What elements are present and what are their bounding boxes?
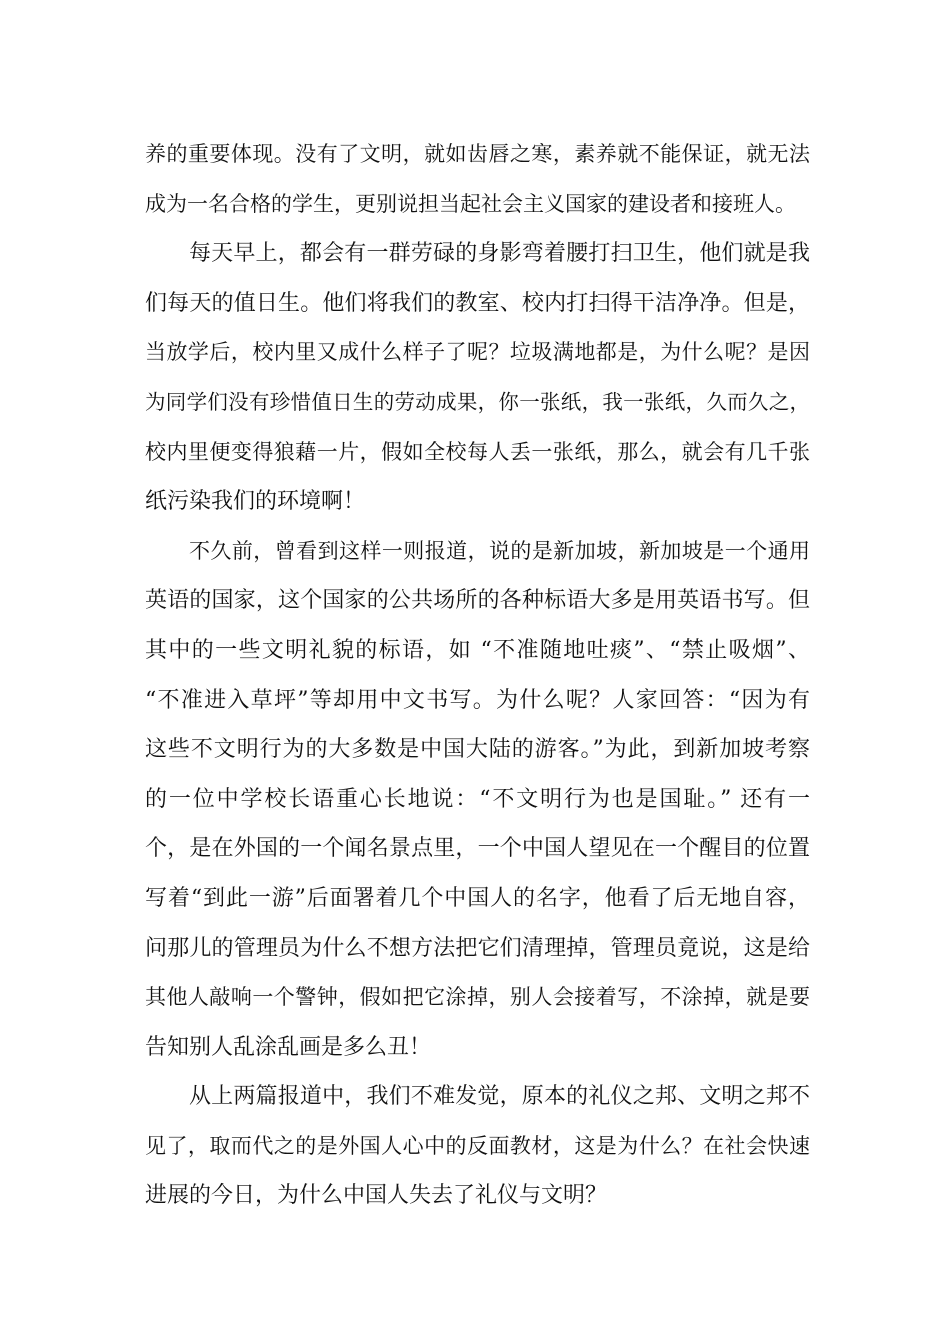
text-line: 进展的今日，为什么中国人失去了礼仪与文明？	[145, 1183, 608, 1209]
text-line: 养的重要体现。没有了文明，就如齿唇之寒，素养就不能保证，就无法	[145, 142, 810, 166]
paragraph	[145, 527, 810, 1073]
text-line: 其他人敲响一个警钟，假如把它涂掉，别人会接着写，不涂掉，就是要	[145, 985, 810, 1010]
text-line: 成为一名合格的学生，更别说担当起社会主义国家的建设者和接班人。	[145, 191, 796, 216]
text-line: 为同学们没有珍惜值日生的劳动成果，你一张纸，我一张纸，久而久之，	[145, 389, 810, 414]
text-line: 个，是在外国的一个闻名景点里，一个中国人望见在一个醒目的位置	[145, 836, 810, 862]
text-line: 们每天的值日生。他们将我们的教室、校内打扫得干洁净净。但是，	[145, 290, 810, 316]
text-line: 每天早上，都会有一群劳碌的身影弯着腰打扫卫生，他们就是我	[189, 241, 810, 267]
body-text	[145, 130, 810, 1221]
text-line: 当放学后，校内里又成什么样子了呢？垃圾满地都是，为什么呢？是因	[145, 340, 810, 365]
text-line: 从上两篇报道中，我们不难发觉，原本的礼仪之邦、文明之邦不	[189, 1084, 810, 1110]
text-line: 英语的国家，这个国家的公共场所的各种标语大多是用英语书写。但	[145, 588, 810, 614]
text-line: 问那儿的管理员为什么不想方法把它们清理掉，管理员竟说，这是给	[145, 935, 810, 961]
text-line: 这些不文明行为的大多数是中国大陆的游客。”为此，到新加坡考察	[145, 737, 810, 763]
text-line: 写着“到此一游”后面署着几个中国人的名字，他看了后无地自容，	[145, 885, 810, 911]
text-line: 的一位中学校长语重心长地说：“不文明行为也是国耻。” 还有一	[145, 786, 810, 812]
paragraph	[145, 130, 810, 229]
text-line: 其中的一些文明礼貌的标语，如 “不准随地吐痰”、“禁止吸烟”、	[145, 637, 810, 663]
text-line: 不久前，曾看到这样一则报道，说的是新加坡，新加坡是一个通用	[189, 538, 810, 563]
text-line: “不准进入草坪”等却用中文书写。为什么呢？人家回答：“因为有	[145, 687, 810, 713]
text-line: 见了，取而代之的是外国人心中的反面教材，这是为什么？在社会快速	[145, 1133, 810, 1158]
paragraph	[145, 1072, 810, 1221]
paragraph	[145, 229, 810, 527]
text-line: 告知别人乱涂乱画是多么丑！	[145, 1034, 432, 1060]
text-line: 纸污染我们的环境啊！	[145, 489, 366, 515]
text-line: 校内里便变得狼藉一片，假如全校每人丢一张纸，那么，就会有几千张	[145, 439, 810, 464]
